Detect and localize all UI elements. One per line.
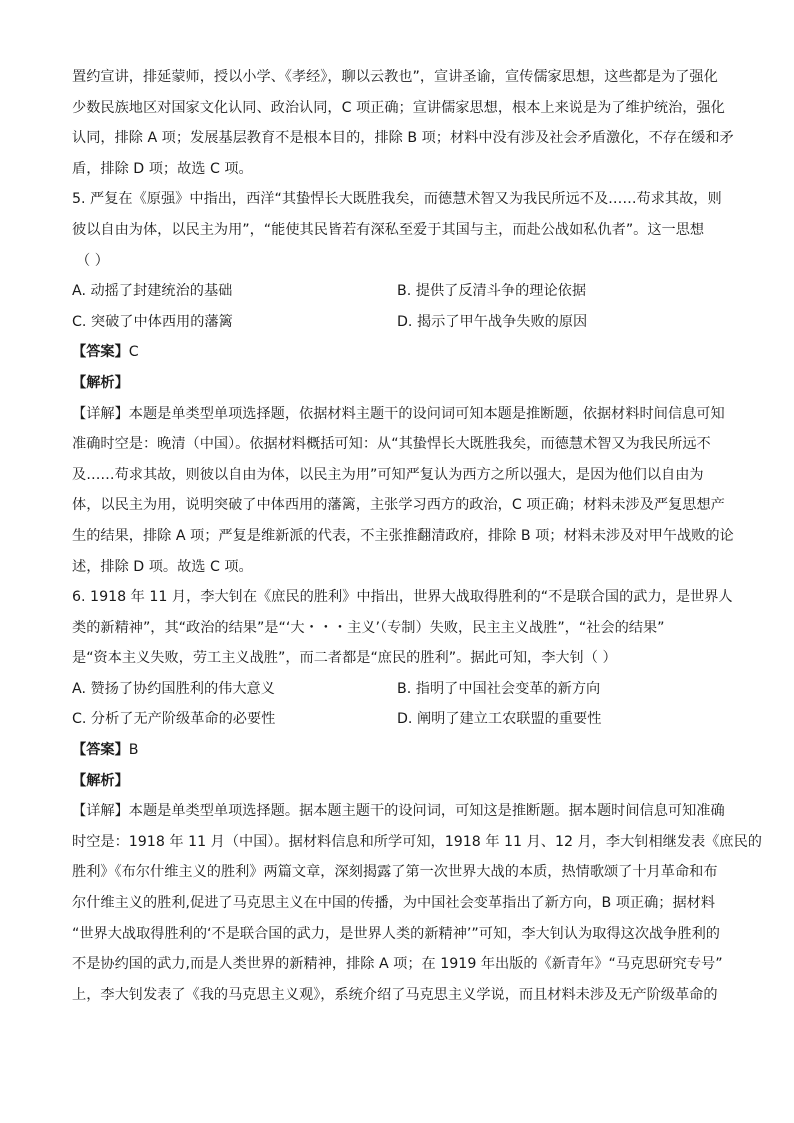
options-row: [72, 276, 722, 307]
detail-line: 及……苟求其故，则彼以自由为体，以民主为用”可知严复认为西方之所以强大，是因为他们以自由为: [72, 466, 704, 483]
options-row: [72, 704, 722, 735]
option-b: B. 提供了反清斗争的理论依据: [397, 283, 587, 300]
detail-line: 上，李大钊发表了《我的马克思主义观》，系统介绍了马克思主义学说，而且材料未涉及无产阶级革命的: [72, 986, 718, 1003]
text-line: 置约宣讲，排延蒙师，授以小学、《孝经》，聊以云教也”，宣讲圣谕，宣传儒家思想，这些都是为了强化: [72, 69, 718, 85]
answer-tag: 【答案】: [72, 344, 129, 361]
option-a: A. 动摇了封建统治的基础: [72, 283, 233, 300]
analysis-tag: 【解析】: [72, 374, 129, 391]
option-d: D. 阐明了建立工农联盟的重要性: [397, 711, 602, 728]
detail-line: 【详解】本题是单类型单项选择题，依据材料主题干的设问词可知本题是推断题，依据材料时间信息可知: [72, 405, 725, 422]
document-page: [72, 62, 762, 1010]
answer-line: [72, 337, 722, 368]
options-row: [72, 307, 722, 338]
question-stem-line: （ ）: [76, 252, 109, 269]
question-stem-line: 6. 1918 年 11 月，李大钊在《庶民的胜利》中指出，世界大战取得胜利的“不是联合国的武力，是世界人: [72, 589, 733, 606]
detail-line: 述，排除 D 项。故选 C 项。: [72, 558, 253, 575]
question-stem-line: 是“资本主义失败，劳工主义战胜”，而二者都是“庶民的胜利”。据此可知，李大钊（ ）: [72, 650, 617, 667]
text-line: 盾，排除 D 项；故选 C 项。: [72, 160, 253, 177]
detail-line: 不是协约国的武力,而是人类世界的新精神，排除 A 项；在 1919 年出版的《新青年》“马克思研究专号”: [72, 956, 723, 973]
answer-value: B: [128, 742, 139, 759]
analysis-tag: 【解析】: [72, 772, 129, 789]
question-stem-line: 类的新精神”，其“政治的结果”是“‘大・・・主义’（专制）失败，民主主义战胜”，“社会的结果”: [72, 619, 665, 636]
answer-tag: 【答案】: [72, 742, 129, 759]
text-line: 认同，排除 A 项；发展基层教育不是根本目的，排除 B 项；材料中没有涉及社会矛盾激化，不存在缓和矛: [72, 130, 734, 147]
intro-analysis: [72, 62, 734, 184]
detail-line: “世界大战取得胜利的‘不是联合国的武力，是世界人类的新精神’”可知，李大钊认为取得这次战争胜利的: [72, 925, 720, 942]
detail-line: 体，以民主为用，说明突破了中体西用的藩篱，主张学习西方的政治，C 项正确；材料未涉及严复思想产: [72, 497, 725, 514]
question-5: [72, 184, 734, 582]
question-6: [72, 582, 762, 1010]
detail-line: 生的结果，排除 A 项；严复是维新派的代表，不主张推翻清政府，排除 B 项；材料未涉及对甲午战败的论: [72, 527, 734, 544]
detail-line: 胜利》《布尔什维主义的胜利》两篇文章，深刻揭露了第一次世界大战的本质，热情歌颂了十月革命和布: [72, 864, 718, 881]
text-line: 少数民族地区对国家文化认同、政治认同，C 项正确；宣讲儒家思想，根本上来说是为了维护统治，强化: [72, 99, 725, 116]
answer-line: [72, 735, 722, 766]
detail-line: 尔什维主义的胜利,促进了马克思主义在中国的传播，为中国社会变革指出了新方向，B 项正确；据材料: [72, 895, 716, 912]
question-stem-line: 5. 严复在《原强》中指出，西洋“其蛰悍长大既胜我矣，而德慧术智又为我民所远不及……苟求其故，则: [72, 191, 722, 208]
option-a: A. 赞扬了协约国胜利的伟大意义: [72, 680, 275, 697]
detail-line: 准确时空是：晚清（中国）。依据材料概括可知：从“其蛰悍长大既胜我矣，而德慧术智又为我民所远不: [72, 436, 711, 453]
options-row: [72, 674, 722, 705]
detail-line: 时空是：1918 年 11 月（中国）。据材料信息和所学可知，1918 年 11 月、12 月，李大钊相继发表《庶民的: [72, 833, 762, 850]
answer-value: C: [128, 344, 139, 361]
option-b: B. 指明了中国社会变革的新方向: [397, 680, 601, 697]
option-c: C. 突破了中体西用的藩篱: [72, 313, 233, 330]
question-stem-line: 彼以自由为体，以民主为用”，“能使其民皆若有深私至爱于其国与主，而赴公战如私仇者”。这一思想: [72, 221, 705, 238]
detail-line: 【详解】本题是单类型单项选择题。据本题主题干的设问词，可知这是推断题。据本题时间信息可知准确: [72, 803, 725, 820]
option-d: D. 揭示了甲午战争失败的原因: [397, 313, 588, 330]
option-c: C. 分析了无产阶级革命的必要性: [72, 711, 276, 728]
